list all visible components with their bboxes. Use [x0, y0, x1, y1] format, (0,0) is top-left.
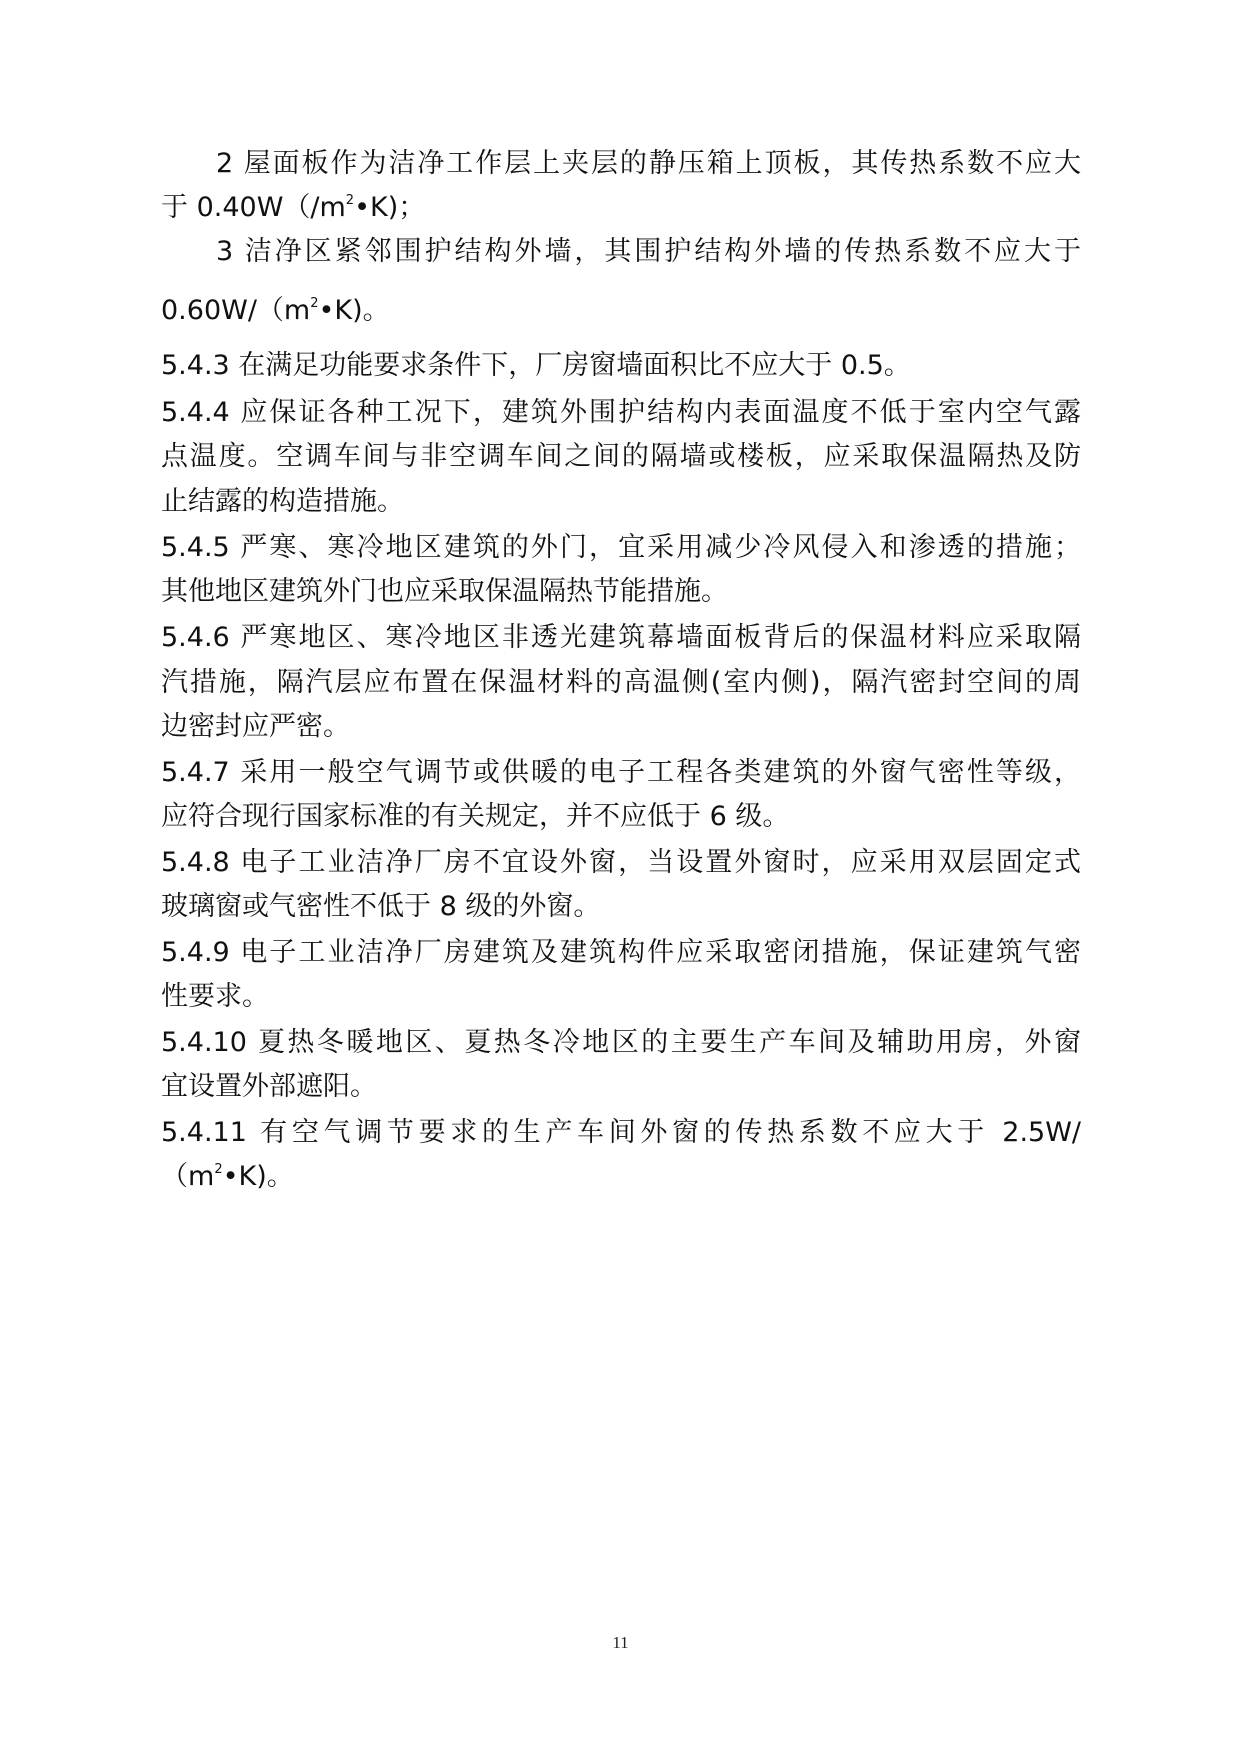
clause-5-4-4-line-1: 5.4.4 应保证各种工况下，建筑外围护结构内表面温度不低于室内空气露 [161, 397, 1081, 428]
clause-5-4-8-line-2: 玻璃窗或气密性不低于 8 级的外窗。 [161, 891, 601, 922]
clause-5-4-6-line-3: 边密封应严密。 [161, 711, 350, 742]
clause-5-4-11-line-2-unit: •K)。 [222, 1161, 294, 1192]
item-3-line-2 [161, 293, 1081, 329]
clause-5-4-6-line-2: 汽措施，隔汽层应布置在保温材料的高温侧(室内侧)，隔汽密封空间的周 [161, 667, 1081, 698]
clause-5-4-11-line-2 [161, 1159, 1081, 1195]
page-number: 11 [612, 1633, 629, 1652]
clause-5-4-6-line-1: 5.4.6 严寒地区、寒冷地区非透光建筑幕墙面板背后的保温材料应采取隔 [161, 622, 1081, 653]
item-2-line-2 [161, 190, 1081, 226]
superscript: 2 [310, 296, 319, 311]
clause-5-4-9-line-1: 5.4.9 电子工业洁净厂房建筑及建筑构件应采取密闭措施，保证建筑气密 [161, 937, 1081, 968]
clause-5-4-5-line-2: 其他地区建筑外门也应采取保温隔热节能措施。 [161, 576, 728, 607]
item-3-line-2-unit: •K)。 [318, 295, 390, 326]
clause-5-4-10-line-2: 宜设置外部遮阳。 [161, 1071, 377, 1102]
clause-5-4-9-line-2: 性要求。 [161, 981, 269, 1012]
clause-5-4-10-line-1: 5.4.10 夏热冬暖地区、夏热冬冷地区的主要生产车间及辅助用房，外窗 [161, 1027, 1081, 1058]
item-2-line-1: 2 屋面板作为洁净工作层上夹层的静压箱上顶板，其传热系数不应大 [216, 148, 1081, 179]
clause-5-4-3: 5.4.3 在满足功能要求条件下，厂房窗墙面积比不应大于 0.5。 [161, 350, 911, 381]
clause-5-4-5-line-1: 5.4.5 严寒、寒冷地区建筑的外门，宜采用减少冷风侵入和渗透的措施； [161, 532, 1081, 563]
item-2-line-2-text: 于 0.40W（/m [161, 192, 346, 223]
item-3-line-1: 3 洁净区紧邻围护结构外墙，其围护结构外墙的传热系数不应大于 [216, 236, 1081, 267]
clause-5-4-4-line-2: 点温度。空调车间与非空调车间之间的隔墙或楼板，应采取保温隔热及防 [161, 441, 1081, 472]
clause-5-4-8-line-1: 5.4.8 电子工业洁净厂房不宜设外窗，当设置外窗时，应采用双层固定式 [161, 847, 1081, 878]
item-2-line-2-unit: •K)； [354, 192, 426, 223]
clause-5-4-4-line-3: 止结露的构造措施。 [161, 486, 404, 517]
superscript: 2 [345, 193, 355, 208]
superscript: 2 [214, 1162, 223, 1177]
clause-5-4-7-line-2: 应符合现行国家标准的有关规定，并不应低于 6 级。 [161, 801, 790, 832]
item-3-line-2-text: 0.60W/（m [161, 295, 311, 326]
clause-5-4-11-line-1: 5.4.11 有空气调节要求的生产车间外窗的传热系数不应大于 2.5W/ [161, 1117, 1081, 1148]
clause-5-4-7-line-1: 5.4.7 采用一般空气调节或供暖的电子工程各类建筑的外窗气密性等级， [161, 757, 1081, 788]
clause-5-4-11-line-2-text: （m [161, 1161, 215, 1192]
